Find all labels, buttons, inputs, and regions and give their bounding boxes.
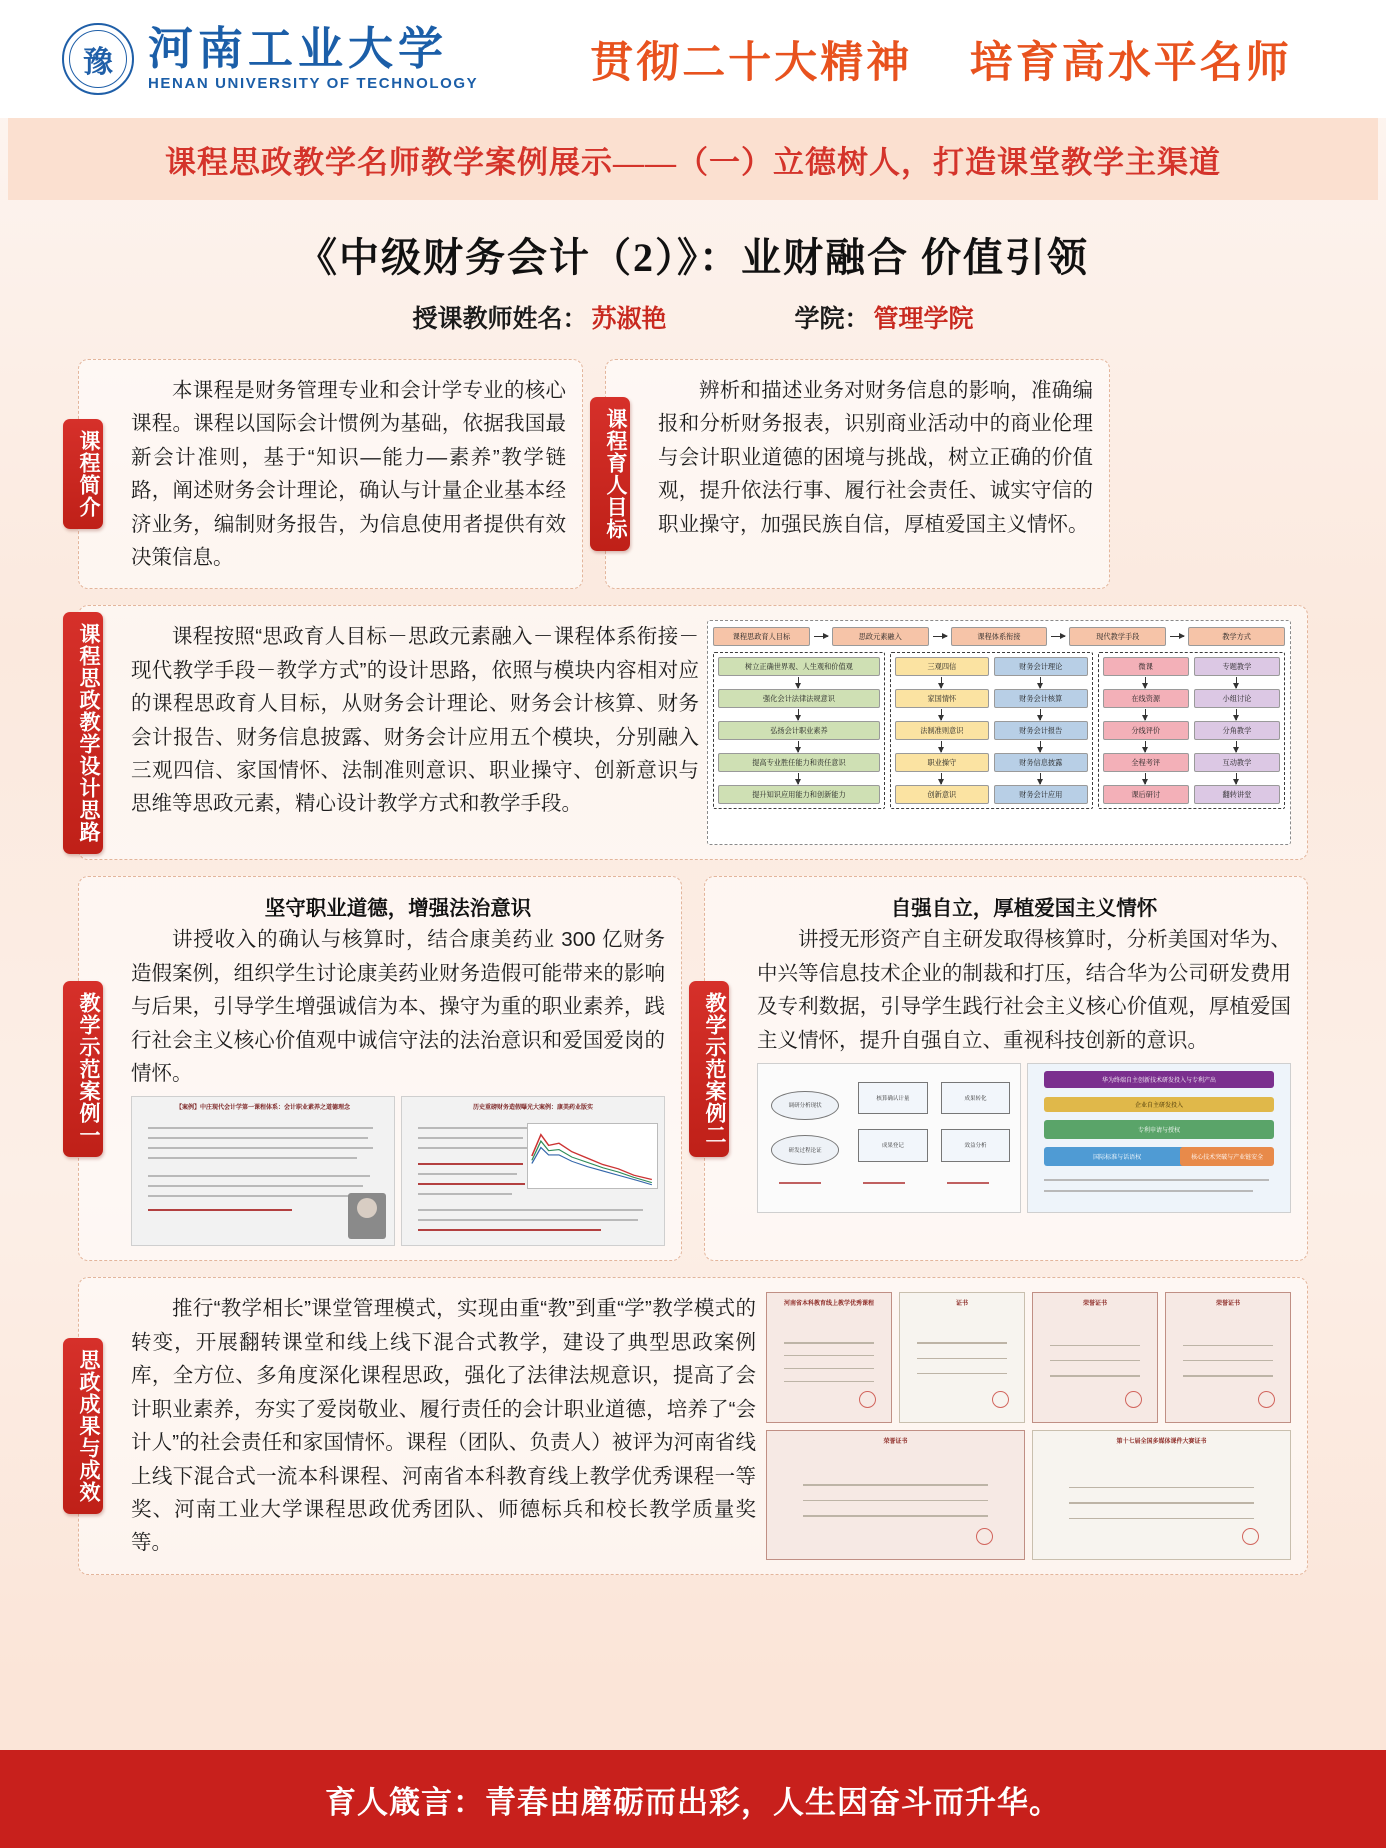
university-seal-icon [62,23,134,95]
case-one-screenshots [131,1096,665,1246]
flow-goal-1: 树立正确世界观、人生观和价值观 [718,657,880,676]
certificate-title: 证书 [955,1301,968,1308]
certificate-seal-icon [1125,1391,1142,1408]
flow-method-5: 翻转讲堂 [1194,785,1280,804]
flow-group-methods [1098,652,1285,809]
certificate-seal-icon [1242,1528,1259,1545]
arrow-right-icon [1051,636,1065,637]
seal-glyph: 豫 [83,46,113,79]
flow-groups [713,652,1285,809]
certificate-seal-icon [859,1391,876,1408]
tab-case-two: 教学示范案例二 [689,981,729,1157]
flow-group-elements [890,652,1093,809]
page-footer [0,1750,1386,1848]
case-one-heading: 坚守职业道德，增强法治意识 [264,897,532,921]
row-cases [78,876,1308,1261]
title-area [0,200,1386,345]
arrow-down-icon [1040,773,1041,784]
flow-goal-5: 提升知识应用能力和创新能力 [718,785,880,804]
arrow-right-icon [814,636,828,637]
case-two-flow-slide [757,1063,1021,1213]
case-one-slide-2 [401,1096,665,1246]
footer-motto: 育人箴言：青春由磨砺而出彩，人生因奋斗而升华。 [325,1784,1061,1820]
flow-module-1: 财务会计理论 [994,657,1088,676]
college-name: 管理学院 [873,306,974,333]
arrow-down-icon [798,677,799,688]
arrow-down-icon [1236,741,1237,752]
case-one-slide-2-title: 历史重磅财务造假曝光大案例：康美药业版实 [472,1105,593,1112]
arrow-down-icon [1040,709,1041,720]
arrow-down-icon [798,773,799,784]
case-two-node-2: 研发过程论证 [771,1135,839,1165]
case-two-band-2: 企业自主研发投入 [1044,1097,1275,1112]
card-design-thinking [78,605,1308,860]
flow-goal-2: 强化会计法律法规意识 [718,689,880,708]
tab-case-one: 教学示范案例一 [63,981,103,1157]
case-one-slide-1 [131,1096,395,1246]
arrow-down-icon [798,741,799,752]
case-two-band-1: 华为终端自主创新技术研发投入与专利产出 [1044,1071,1275,1088]
flow-element-1: 三观四信 [895,657,989,676]
case-one-slide-1-title: 【案例】中庄现代会计学第一课程体系：会计职业素养之道德理念 [175,1105,350,1112]
flow-element-2: 家国情怀 [895,689,989,708]
arrow-down-icon [1145,709,1146,720]
flow-group-goals [713,652,885,809]
page-title: 《中级财务会计（2）》：业财融合 价值引领 [297,235,1089,280]
row-results [78,1277,1308,1574]
certificate-item [899,1292,1025,1422]
results-body: 推行“教学相长”课堂管理模式，实现由重“教”到重“学”教学模式的转变，开展翻转课堂和线上线下混合式教学，建设了典型思政案例库，全方位、多角度深化课程思政，强化了法律法规意识，提高了会计职业素养，夯实了爱岗敬业、履行责任的会计职业道德，培养了“会计人”的社会责任和家国情怀。课程（团队、负责人）被评为河南省线上线下混合式一流本科课程、河南省本科教育线上教学优秀课程一等奖、河南工业大学课程思政优秀团队、师德标兵和校长教学质量奖等。 [131,1297,756,1555]
flow-module-3: 财务会计报告 [994,721,1088,740]
case-two-screenshots [757,1063,1291,1213]
flow-means-1: 微课 [1103,657,1189,676]
college-label: 学院： [794,306,870,333]
footer-divider [0,1742,1386,1750]
card-course-goal [605,359,1110,589]
page-header [0,0,1386,118]
content-area [0,345,1386,1575]
certificate-seal-icon [976,1528,993,1545]
flow-element-3: 法制准则意识 [895,721,989,740]
college-field [795,299,974,335]
certificate-seal-icon [1258,1391,1275,1408]
tab-results: 思政成果与成效 [63,1338,103,1514]
university-name-cn: 河南工业大学 [148,23,449,74]
card-course-intro [78,359,583,589]
teacher-field [412,299,666,335]
design-text-col [131,620,699,845]
flow-method-1: 专题教学 [1194,657,1280,676]
teacher-name: 苏淑艳 [591,306,667,333]
flow-top-node-4: 现代教学手段 [1069,627,1166,646]
header-slogan-left: 贯彻二十大精神 [590,39,913,87]
certificate-title: 荣誉证书 [1215,1301,1240,1308]
course-goal-body: 辨析和描述业务对财务信息的影响，准确编报和分析财务报表，识别商业活动中的商业伦理与会计职业道德的困境与挑战，树立正确的价值观，提升依法行事、履行社会责任、诚实守信的职业操守，加强民族自信，厚植爱国主义情怀。 [658,379,1093,536]
certificate-title: 荣誉证书 [1082,1301,1107,1308]
flow-method-3: 分角教学 [1194,721,1280,740]
flow-means-5: 课后研讨 [1103,785,1189,804]
certificate-item [1032,1292,1158,1422]
arrow-down-icon [1236,773,1237,784]
design-flow-diagram [707,620,1291,845]
course-intro-body: 本课程是财务管理专业和会计学专业的核心课程。课程以国际会计惯例为基础，依据我国最新会计准则，基于“知识—能力—素养”教学链路，阐述财务会计理论，确认与计量企业基本经济业务，编制财务报告，为信息使用者提供有效决策信息。 [131,379,566,570]
banner-text: 课程思政教学名师教学案例展示——（一）立德树人，打造课堂教学主渠道 [165,144,1221,180]
row-design [78,605,1308,860]
flow-col-methods [1194,657,1280,804]
header-slogan-right: 培育高水平名师 [969,39,1292,87]
arrow-down-icon [1236,677,1237,688]
teacher-info-row [0,299,1386,335]
design-body: 课程按照“思政育人目标－思政元素融入－课程体系衔接－现代教学手段－教学方式”的设计思路，依照与模块内容相对应的课程思政育人目标，从财务会计理论、财务会计核算、财务会计报告、财务信息披露、财务会计应用五个模块，分别融入三观四信、家国情怀、法制准则意识、职业操守、创新意识与思维等思政元素，精心设计教学方式和教学手段。 [131,625,699,816]
certificate-item [1032,1430,1291,1560]
flow-top-node-2: 思政元素融入 [832,627,929,646]
case-two-poster-slide [1027,1063,1291,1213]
case-two-node-6: 效益分析 [941,1129,1009,1162]
flow-method-2: 小组讨论 [1194,689,1280,708]
card-case-two [704,876,1308,1261]
arrow-down-icon [941,741,942,752]
flow-module-4: 财务信息披露 [994,753,1088,772]
tab-design-thinking: 课程思政教学设计思路 [63,612,103,854]
flow-module-2: 财务会计核算 [994,689,1088,708]
certificate-item [1165,1292,1291,1422]
certificate-item [766,1430,1025,1560]
case-one-stock-chart [527,1123,658,1189]
certificate-seal-icon [992,1391,1009,1408]
flow-goal-3: 弘扬会计职业素养 [718,721,880,740]
certificate-item [766,1292,892,1422]
case-one-portrait [348,1193,386,1239]
university-logo [62,23,478,95]
case-two-band-5: 核心技术突破与产业链安全 [1180,1147,1274,1166]
row-intro-goal [78,359,1308,589]
university-name-en: HENAN UNIVERSITY OF TECHNOLOGY [148,75,479,93]
flow-top-node-1: 课程思政育人目标 [713,627,810,646]
arrow-down-icon [941,709,942,720]
results-text-col [131,1292,756,1559]
header-slogan [590,29,1292,90]
arrow-down-icon [1145,773,1146,784]
flow-col-goals [718,657,880,804]
certificate-title: 荣誉证书 [883,1438,908,1445]
arrow-down-icon [798,709,799,720]
arrow-down-icon [941,773,942,784]
tab-course-intro: 课程简介 [63,419,103,529]
case-two-node-5: 成果转化 [941,1082,1009,1115]
section-banner [8,118,1378,200]
arrow-down-icon [1236,709,1237,720]
arrow-down-icon [1145,741,1146,752]
flow-col-means [1103,657,1189,804]
case-two-band-3: 专利申请与授权 [1044,1120,1275,1139]
case-two-node-4: 成果登记 [858,1129,929,1162]
arrow-down-icon [1145,677,1146,688]
flow-module-5: 财务会计应用 [994,785,1088,804]
flow-goal-4: 提高专业胜任能力和责任意识 [718,753,880,772]
certificate-gallery [766,1292,1291,1559]
flow-means-3: 分线评价 [1103,721,1189,740]
flow-top-node-3: 课程体系衔接 [951,627,1048,646]
flow-means-2: 在线资源 [1103,689,1189,708]
university-name-block [148,23,479,93]
arrow-down-icon [1040,741,1041,752]
card-results [78,1277,1308,1574]
flow-top-node-5: 教学方式 [1188,627,1285,646]
card-case-one [78,876,682,1261]
case-two-body: 讲授无形资产自主研发取得核算时，分析美国对华为、中兴等信息技术企业的制裁和打压，结合华为公司研发费用及专利数据，引导学生践行社会主义核心价值观，厚植爱国主义情怀，提升自强自立、重视科技创新的意识。 [757,928,1291,1052]
flow-col-elements [895,657,989,804]
tab-course-goal: 课程育人目标 [590,397,630,551]
arrow-right-icon [1170,636,1184,637]
flow-means-4: 全程考评 [1103,753,1189,772]
flow-col-modules [994,657,1088,804]
case-one-body: 讲授收入的确认与核算时，结合康美药业 300 亿财务造假案例，组织学生讨论康美药业财务造假可能带来的影响与后果，引导学生增强诚信为本、操守为重的职业素养，践行社会主义核心价值观中诚信守法的法治意识和爱国爱岗的情怀。 [131,928,665,1086]
case-two-node-3: 核算确认计量 [858,1082,929,1115]
case-two-heading: 自强自立，厚植爱国主义情怀 [890,897,1158,921]
flow-top-row [713,627,1285,646]
certificate-title: 河南省本科教育线上教学优秀课程 [783,1301,874,1308]
flow-method-4: 互动教学 [1194,753,1280,772]
teacher-label: 授课教师姓名： [412,306,588,333]
flow-element-5: 创新意识 [895,785,989,804]
case-two-band-4: 国际标准与话语权 [1044,1147,1191,1166]
arrow-right-icon [933,636,947,637]
stock-line-chart [528,1124,657,1188]
arrow-down-icon [1040,677,1041,688]
flow-element-4: 职业操守 [895,753,989,772]
arrow-down-icon [941,677,942,688]
case-two-node-1: 调研分析现状 [771,1091,839,1121]
certificate-title: 第十七届全国多媒体课件大赛证书 [1116,1438,1207,1445]
